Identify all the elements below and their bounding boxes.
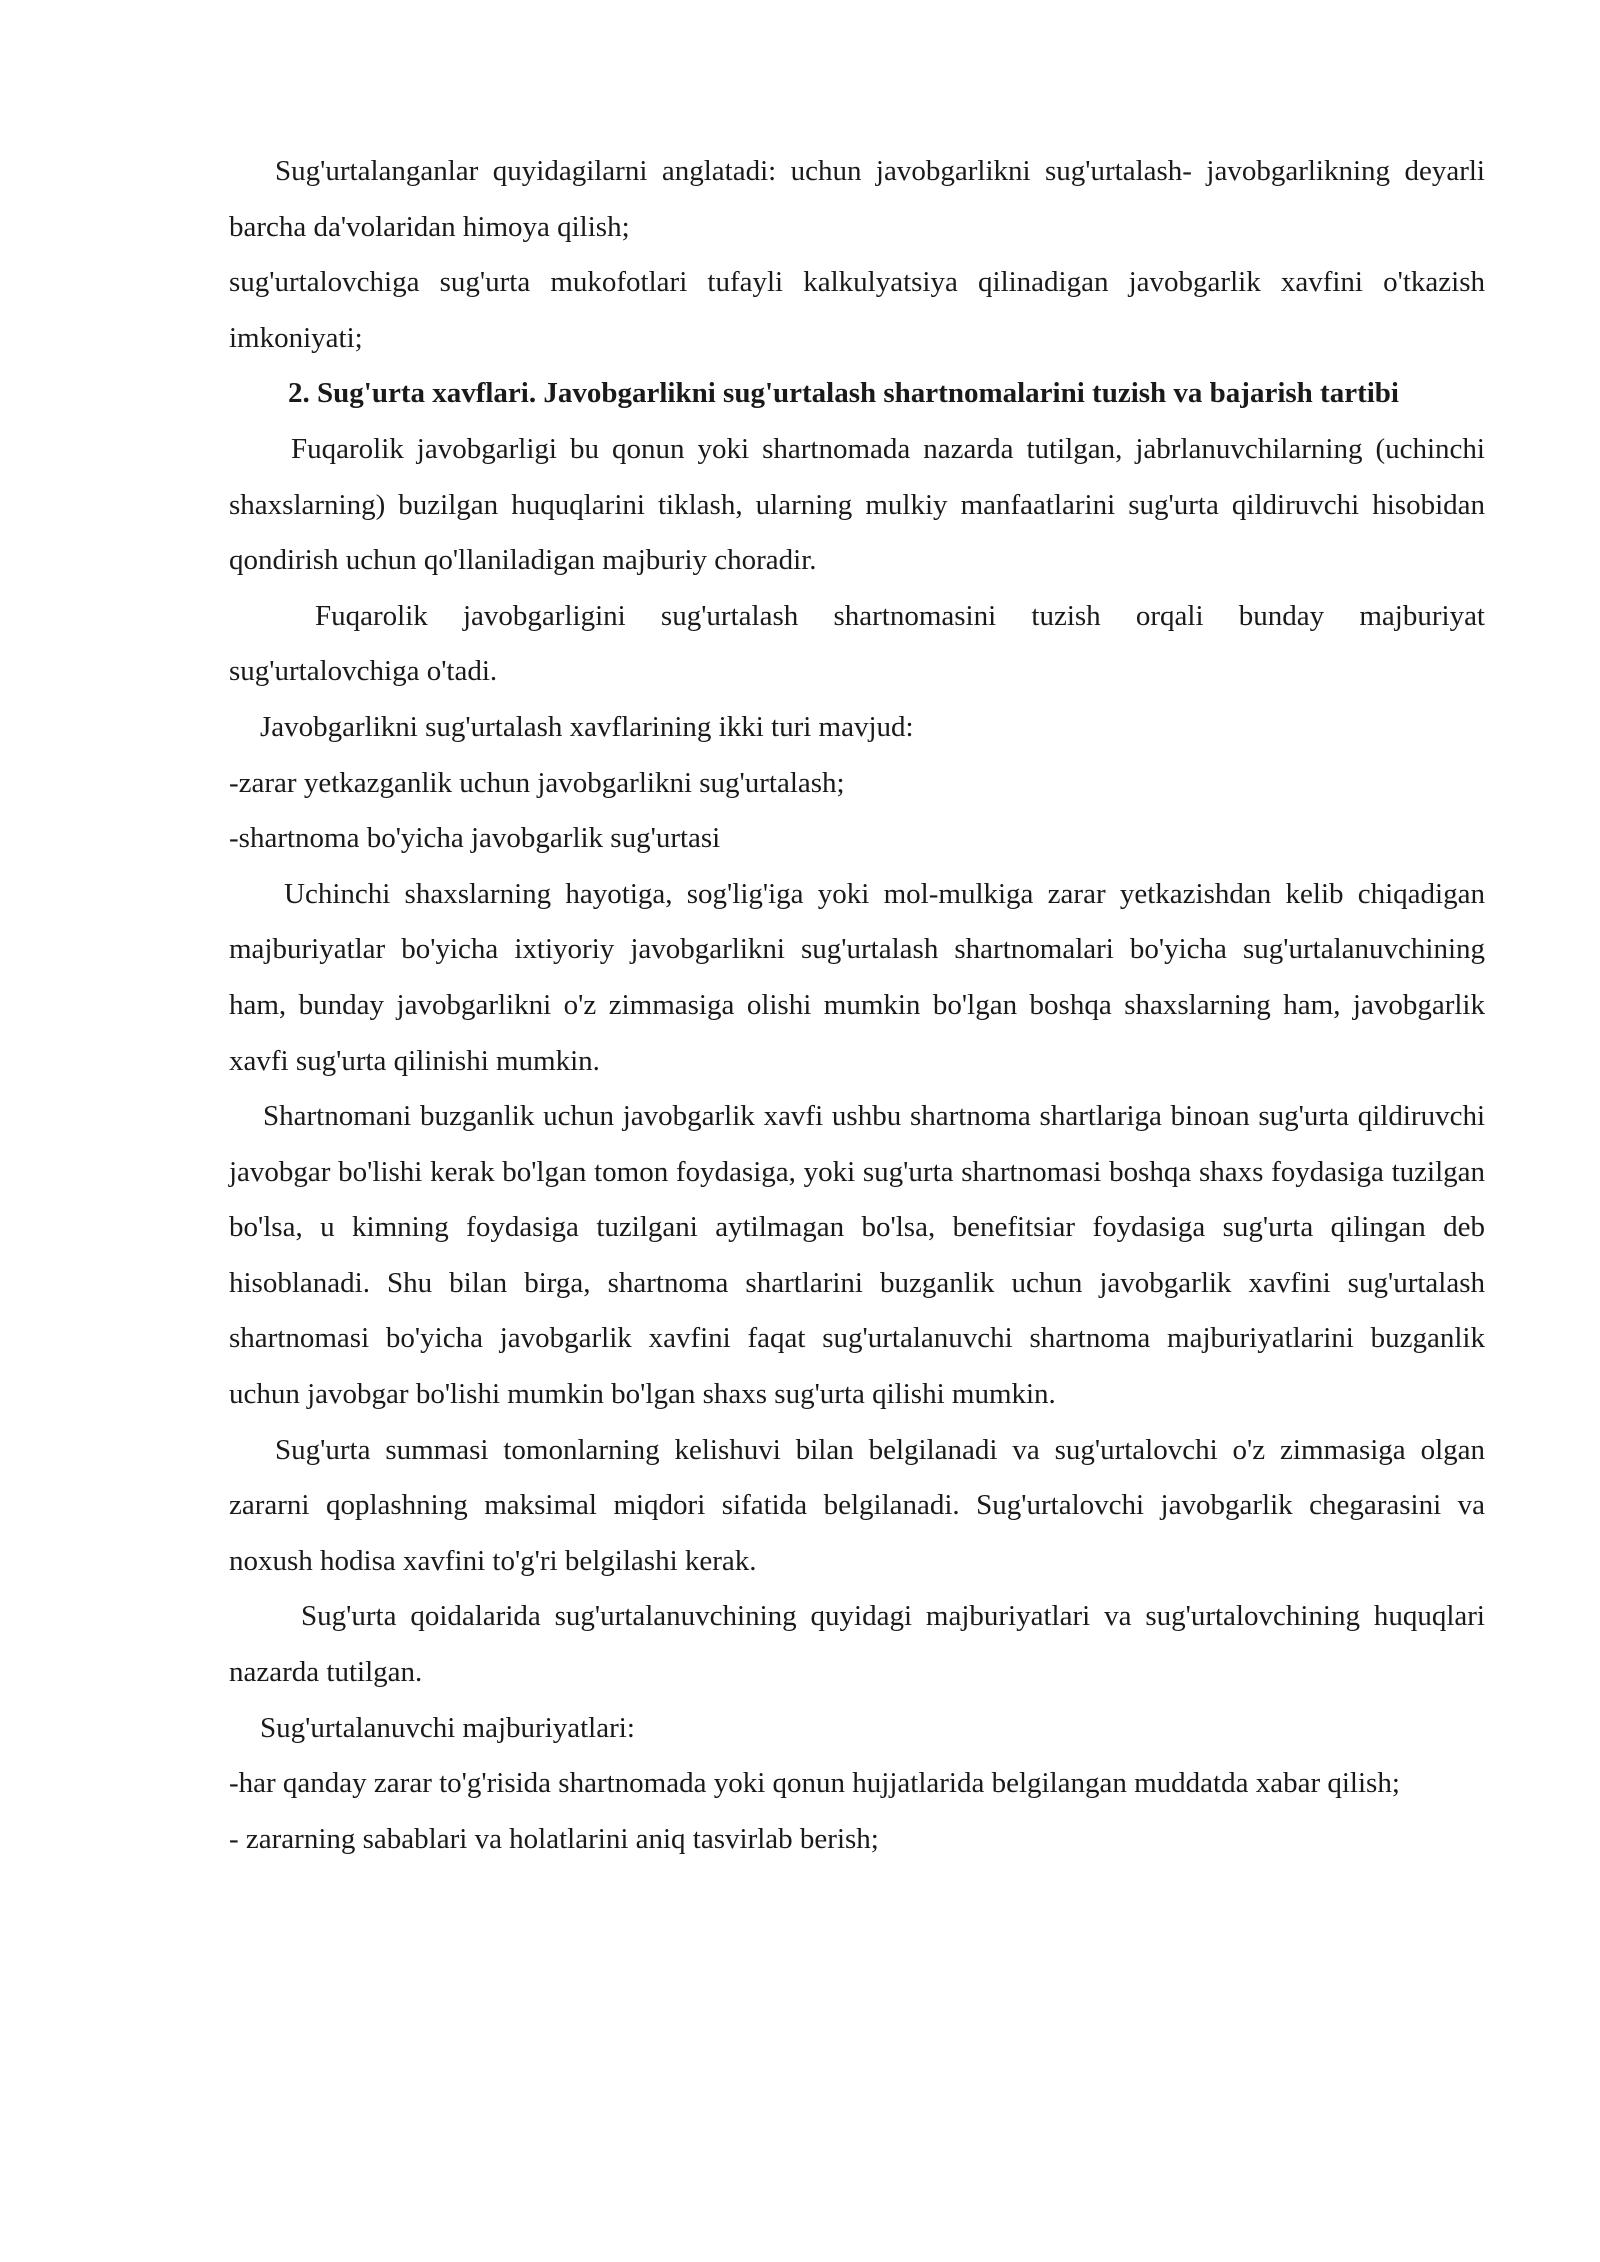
paragraph-civil-liability-contract: Fuqarolik javobgarligini sug'urtalash shartnomasini tuzish orqali bunday majburiyat sug'urtalovchiga o'tadi. — [229, 599, 1485, 688]
paragraph-breach-of-contract: Shartnomani buzganlik uchun javobgarlik xavfi ushbu shartnoma shartlariga binoan sug'urta qildiruvchi javobgar bo'lishi kerak bo'lgan tomon foydasiga, yoki sug'urta shartnomasi boshqa shaxs foydasiga tuzilgan bo'lsa, u kimning foydasiga tuzilgani aytilmagan bo'lsa, benefitsiar foydasiga sug'urta qilingan deb hisoblanadi. Shu bilan birga, shartnoma shartlarini buzganlik uchun javobgarlik xavfini sug'urtalash shartnomasi bo'yicha javobgarlik xavfini faqat sug'urtalanuvchi shartnoma majburiyatlarini buzganlik uchun javobgar bo'lishi mumkin bo'lgan shaxs sug'urta qilishi mumkin. — [229, 1100, 1485, 1411]
section-heading: 2. Sug'urta xavflari. Javobgarlikni sug'urtalash shartnomalarini tuzish va bajarish tartibi — [288, 377, 1399, 410]
paragraph-risk-types-intro: Javobgarlikni sug'urtalash xavflarining ikki turi mavjud: — [260, 710, 914, 743]
document-page — [229, 144, 1485, 1867]
paragraph-insured-benefits: Sug'urtalanganlar quyidagilarni anglatadi: uchun javobgarlikni sug'urtalash- javobgarlikning deyarli barcha da'volaridan himoya qilish; — [229, 155, 1485, 243]
paragraph-civil-liability-definition: Fuqarolik javobgarligi bu qonun yoki shartnomada nazarda tutilgan, jabrlanuvchilarning (uchinchi shaxslarning) buzilgan huquqlarini tiklash, ularning mulkiy manfaatlarini sug'urta qildiruvchi hisobidan qondirish uchun qo'llaniladigan majburiy choradir. — [229, 432, 1485, 577]
list-item-damage-liability: -zarar yetkazganlik uchun javobgarlikni sug'urtalash; — [229, 766, 845, 799]
paragraph-sum-insured: Sug'urta summasi tomonlarning kelishuvi bilan belgilanadi va sug'urtalovchi o'z zimmasiga olgan zararni qoplashning maksimal miqdori sifatida belgilanadi. Sug'urtalovchi javobgarlik chegarasini va noxush hodisa xavfini to'g'ri belgilashi kerak. — [229, 1433, 1485, 1577]
paragraph-third-party-harm: Uchinchi shaxslarning hayotiga, sog'lig'iga yoki mol-mulkiga zarar yetkazishdan kelib chiqadigan majburiyatlar bo'yicha ixtiyoriy javobgarlikni sug'urtalash shartnomalari bo'yicha sug'urtalanuvchining ham, bunday javobgarlikni o'z zimmasiga olishi mumkin bo'lgan boshqa shaxslarning ham, javobgarlik xavfi sug'urta qilinishi mumkin. — [229, 877, 1485, 1077]
list-item-contract-liability: -shartnoma bo'yicha javobgarlik sug'urtasi — [229, 822, 721, 855]
list-item-notify-damage: -har qanday zarar to'g'risida shartnomada yoki qonun hujjatlarida belgilangan muddatda xabar qilish; — [229, 1767, 1400, 1800]
paragraph-rules-obligations: Sug'urta qoidalarida sug'urtalanuvchining quyidagi majburiyatlari va sug'urtalovchining huquqlari nazarda tutilgan. — [229, 1600, 1485, 1689]
paragraph-transfer-risk: sug'urtalovchiga sug'urta mukofotlari tufayli kalkulyatsiya qilinadigan javobgarlik xavfini o'tkazish imkoniyati; — [229, 266, 1485, 354]
list-item-describe-causes: - zararning sabablari va holatlarini aniq tasvirlab berish; — [229, 1822, 879, 1855]
paragraph-insured-obligations-heading: Sug'urtalanuvchi majburiyatlari: — [260, 1711, 635, 1744]
